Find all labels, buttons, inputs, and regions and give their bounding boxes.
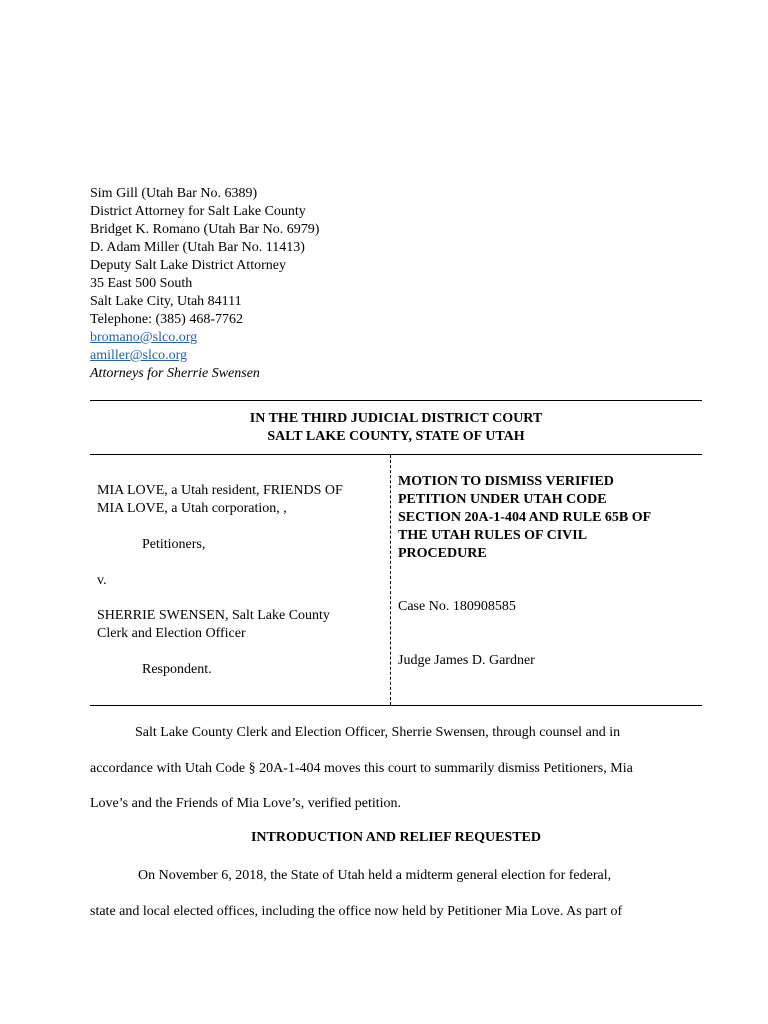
attorney-line: District Attorney for Salt Lake County	[90, 204, 306, 219]
caption-divider	[390, 455, 391, 705]
attorney-telephone: Telephone: (385) 468-7762	[90, 312, 243, 327]
attorney-line: Sim Gill (Utah Bar No. 6389)	[90, 186, 258, 201]
attorney-address-street: 35 East 500 South	[90, 276, 193, 291]
email-link-bromano[interactable]: bromano@slco.org	[90, 330, 198, 345]
attorney-line: D. Adam Miller (Utah Bar No. 11413)	[90, 240, 305, 255]
court-title	[90, 410, 702, 446]
versus-label: v.	[97, 573, 107, 588]
respondent-line2: Clerk and Election Officer	[97, 626, 246, 641]
motion-title-line: MOTION TO DISMISS VERIFIED	[398, 474, 614, 489]
email-link-amiller[interactable]: amiller@slco.org	[90, 348, 188, 363]
rule-top	[90, 400, 702, 401]
attorney-block	[90, 185, 319, 383]
attorney-line: Deputy Salt Lake District Attorney	[90, 258, 286, 273]
paragraph-line: Salt Lake County Clerk and Election Officer, Sherrie Swensen, through counsel and in	[135, 725, 621, 740]
section-heading: INTRODUCTION AND RELIEF REQUESTED	[250, 830, 542, 845]
rule-caption-bottom	[90, 705, 702, 706]
respondent-label: Respondent.	[142, 662, 212, 677]
rule-caption-top	[90, 454, 702, 455]
court-title-line1: IN THE THIRD JUDICIAL DISTRICT COURT	[249, 411, 543, 426]
motion-title-line: SECTION 20A-1-404 AND RULE 65B OF	[398, 510, 652, 525]
case-number: Case No. 180908585	[398, 599, 516, 614]
paragraph-line: accordance with Utah Code § 20A-1-404 moves this court to summarily dismiss Petitioners, Mia	[90, 761, 633, 776]
respondent-line1: SHERRIE SWENSEN, Salt Lake County	[97, 608, 330, 623]
paragraph-line: Love’s and the Friends of Mia Love’s, verified petition.	[90, 796, 402, 811]
motion-title-line: THE UTAH RULES OF CIVIL	[398, 528, 588, 543]
petitioners-label: Petitioners,	[142, 537, 206, 552]
paragraph-line: On November 6, 2018, the State of Utah held a midterm general election for federal,	[138, 868, 612, 883]
judge-name: Judge James D. Gardner	[398, 653, 535, 668]
petitioners-line2: MIA LOVE, a Utah corporation, ,	[97, 501, 287, 516]
attorney-line: Bridget K. Romano (Utah Bar No. 6979)	[90, 222, 320, 237]
attorney-role: Attorneys for Sherrie Swensen	[90, 366, 260, 381]
petitioners-line1: MIA LOVE, a Utah resident, FRIENDS OF	[97, 483, 343, 498]
motion-title-line: PROCEDURE	[398, 546, 487, 561]
paragraph-line: state and local elected offices, including the office now held by Petitioner Mia Love. As part of	[90, 904, 623, 919]
court-title-line2: SALT LAKE COUNTY, STATE OF UTAH	[267, 429, 525, 444]
motion-title-line: PETITION UNDER UTAH CODE	[398, 492, 607, 507]
attorney-address-city: Salt Lake City, Utah 84111	[90, 294, 242, 309]
